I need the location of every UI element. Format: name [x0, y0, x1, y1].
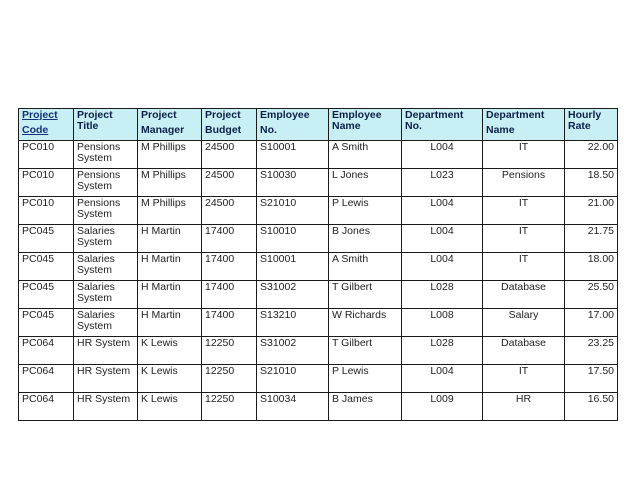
- cell-project-code: PC064: [19, 337, 74, 365]
- cell-project-manager: H Martin: [138, 281, 202, 309]
- cell-department-name: Database: [483, 337, 565, 365]
- table-row: [19, 281, 618, 309]
- cell-project-title: HR System: [74, 365, 138, 393]
- cell-department-name: IT: [483, 197, 565, 225]
- cell-project-budget: 24500: [202, 197, 257, 225]
- cell-employee-no: S21010: [257, 197, 329, 225]
- cell-project-title: Salaries System: [74, 253, 138, 281]
- header-project-code: Project Code: [19, 109, 74, 141]
- cell-project-manager: M Phillips: [138, 197, 202, 225]
- cell-project-manager: K Lewis: [138, 393, 202, 421]
- cell-employee-no: S10034: [257, 393, 329, 421]
- cell-hourly-rate: 23.25: [565, 337, 618, 365]
- table-row: [19, 393, 618, 421]
- cell-project-manager: H Martin: [138, 309, 202, 337]
- cell-project-manager: H Martin: [138, 225, 202, 253]
- cell-department-name: HR: [483, 393, 565, 421]
- cell-hourly-rate: 18.00: [565, 253, 618, 281]
- header-department-no: Department No.: [402, 109, 483, 141]
- cell-employee-name: T Gilbert: [329, 281, 402, 309]
- table-row: [19, 141, 618, 169]
- cell-project-code: PC010: [19, 197, 74, 225]
- table-row: [19, 337, 618, 365]
- cell-project-code: PC064: [19, 365, 74, 393]
- cell-department-no: L004: [402, 253, 483, 281]
- cell-project-code: PC064: [19, 393, 74, 421]
- cell-project-budget: 17400: [202, 309, 257, 337]
- cell-department-name: Pensions: [483, 169, 565, 197]
- cell-project-code: PC045: [19, 281, 74, 309]
- header-department-name: Department Name: [483, 109, 565, 141]
- cell-department-no: L028: [402, 337, 483, 365]
- cell-hourly-rate: 18.50: [565, 169, 618, 197]
- cell-project-title: Salaries System: [74, 281, 138, 309]
- cell-project-code: PC045: [19, 253, 74, 281]
- table-row: [19, 309, 618, 337]
- cell-employee-name: W Richards: [329, 309, 402, 337]
- cell-department-no: L008: [402, 309, 483, 337]
- cell-project-budget: 17400: [202, 281, 257, 309]
- cell-employee-no: S10010: [257, 225, 329, 253]
- cell-project-budget: 12250: [202, 337, 257, 365]
- cell-department-name: Salary: [483, 309, 565, 337]
- cell-employee-no: S31002: [257, 281, 329, 309]
- cell-employee-name: P Lewis: [329, 365, 402, 393]
- cell-department-name: IT: [483, 253, 565, 281]
- cell-department-no: L004: [402, 225, 483, 253]
- cell-department-name: IT: [483, 365, 565, 393]
- cell-department-no: L004: [402, 141, 483, 169]
- cell-department-name: IT: [483, 225, 565, 253]
- header-employee-no: Employee No.: [257, 109, 329, 141]
- cell-employee-no: S21010: [257, 365, 329, 393]
- table-row: [19, 169, 618, 197]
- header-employee-name: Employee Name: [329, 109, 402, 141]
- cell-department-no: L028: [402, 281, 483, 309]
- cell-employee-no: S10001: [257, 253, 329, 281]
- cell-employee-name: B Jones: [329, 225, 402, 253]
- cell-project-title: HR System: [74, 337, 138, 365]
- cell-hourly-rate: 16.50: [565, 393, 618, 421]
- cell-project-manager: K Lewis: [138, 365, 202, 393]
- cell-project-budget: 24500: [202, 169, 257, 197]
- cell-department-no: L009: [402, 393, 483, 421]
- header-project-budget: Project Budget: [202, 109, 257, 141]
- cell-project-title: Pensions System: [74, 141, 138, 169]
- header-project-title: Project Title: [74, 109, 138, 141]
- cell-project-title: Pensions System: [74, 197, 138, 225]
- table-row: [19, 253, 618, 281]
- cell-project-budget: 17400: [202, 225, 257, 253]
- cell-project-code: PC045: [19, 309, 74, 337]
- cell-project-manager: H Martin: [138, 253, 202, 281]
- cell-department-name: IT: [483, 141, 565, 169]
- cell-hourly-rate: 21.00: [565, 197, 618, 225]
- cell-employee-name: T Gilbert: [329, 337, 402, 365]
- cell-project-manager: M Phillips: [138, 169, 202, 197]
- header-row: [19, 109, 618, 141]
- cell-project-budget: 12250: [202, 365, 257, 393]
- cell-project-budget: 24500: [202, 141, 257, 169]
- cell-employee-name: P Lewis: [329, 197, 402, 225]
- cell-hourly-rate: 22.00: [565, 141, 618, 169]
- cell-project-budget: 17400: [202, 253, 257, 281]
- cell-employee-no: S10001: [257, 141, 329, 169]
- cell-department-name: Database: [483, 281, 565, 309]
- cell-project-manager: K Lewis: [138, 337, 202, 365]
- cell-department-no: L004: [402, 197, 483, 225]
- table-row: [19, 197, 618, 225]
- table-row: [19, 225, 618, 253]
- cell-employee-name: B James: [329, 393, 402, 421]
- cell-employee-no: S13210: [257, 309, 329, 337]
- cell-hourly-rate: 21.75: [565, 225, 618, 253]
- table-body: [19, 141, 618, 421]
- cell-employee-name: A Smith: [329, 141, 402, 169]
- cell-project-code: PC045: [19, 225, 74, 253]
- cell-employee-no: S10030: [257, 169, 329, 197]
- cell-project-title: HR System: [74, 393, 138, 421]
- cell-project-title: Salaries System: [74, 309, 138, 337]
- cell-project-code: PC010: [19, 169, 74, 197]
- cell-hourly-rate: 25.50: [565, 281, 618, 309]
- cell-department-no: L004: [402, 365, 483, 393]
- cell-department-no: L023: [402, 169, 483, 197]
- cell-employee-name: L Jones: [329, 169, 402, 197]
- header-project-manager: Project Manager: [138, 109, 202, 141]
- cell-employee-no: S31002: [257, 337, 329, 365]
- header-hourly-rate: Hourly Rate: [565, 109, 618, 141]
- project-employee-table: [18, 108, 618, 421]
- cell-project-manager: M Phillips: [138, 141, 202, 169]
- cell-hourly-rate: 17.00: [565, 309, 618, 337]
- cell-employee-name: A Smith: [329, 253, 402, 281]
- cell-hourly-rate: 17.50: [565, 365, 618, 393]
- cell-project-title: Salaries System: [74, 225, 138, 253]
- cell-project-title: Pensions System: [74, 169, 138, 197]
- cell-project-code: PC010: [19, 141, 74, 169]
- cell-project-budget: 12250: [202, 393, 257, 421]
- table-row: [19, 365, 618, 393]
